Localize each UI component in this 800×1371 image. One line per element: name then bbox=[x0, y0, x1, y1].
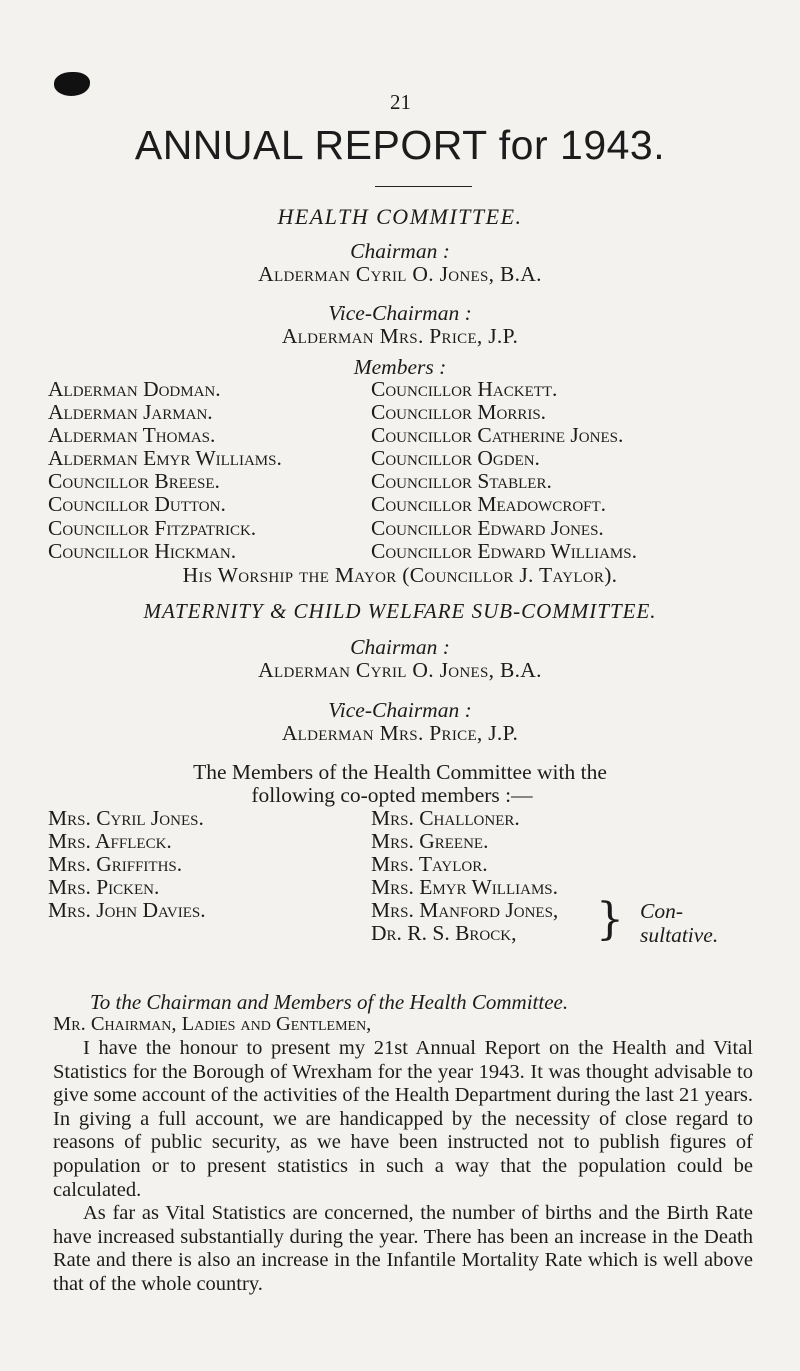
consultative-label bbox=[640, 900, 718, 947]
ink-blot bbox=[54, 72, 90, 96]
member-name: Councillor Fitzpatrick. bbox=[48, 515, 257, 540]
member-name: Councillor Catherine Jones. bbox=[371, 423, 624, 448]
mayor-line: His Worship the Mayor (Councillor J. Taylor). bbox=[182, 563, 618, 587]
member-name: Mrs. Affleck. bbox=[48, 829, 172, 854]
paragraph: I have the honour to present my 21st Annual Report on the Health and Vital Statistics for the Borough of Wrexham for the year 1943. It was thought advisable to give some account of the activities of the Health Department during the last 21 years. In giving a full account, we are handicapped by the necessity of close regard to reasons of public security, as we have been instructed not to publish figures of population or to present statistics in such a way that the population could be calculated. bbox=[53, 1037, 753, 1201]
health-vice-chairman-label: Vice-Chairman : bbox=[328, 301, 472, 325]
health-members-right bbox=[371, 378, 637, 563]
health-members-label: Members : bbox=[353, 355, 447, 379]
co-opted-members-left bbox=[48, 807, 206, 922]
consultative-line1: Con- bbox=[640, 899, 683, 923]
maternity-chairman-name: Alderman Cyril O. Jones, B.A. bbox=[258, 658, 542, 682]
member-name: Councillor Hickman. bbox=[48, 538, 237, 563]
health-committee-heading: HEALTH COMMITTEE. bbox=[277, 204, 523, 229]
member-name: Councillor Edward Jones. bbox=[371, 515, 604, 540]
paragraph: As far as Vital Statistics are concerned, the number of births and the Birth Rate have increased substantially during the year. There has been an increase in the Death Rate and there is also an increase in the Infantile Mortality Rate which is well above that of the whole country. bbox=[53, 1202, 753, 1295]
member-name: Alderman Thomas. bbox=[48, 423, 216, 448]
co-opted-intro-line2: following co-opted members :— bbox=[251, 783, 533, 807]
member-name: Alderman Jarman. bbox=[48, 400, 213, 425]
page-number: 21 bbox=[390, 90, 411, 114]
consultative-line2: sultative. bbox=[640, 922, 719, 947]
health-chairman-name: Alderman Cyril O. Jones, B.A. bbox=[258, 262, 542, 286]
member-name: Mrs. Taylor. bbox=[371, 852, 488, 877]
member-name: Mrs. Picken. bbox=[48, 875, 160, 900]
member-name: Mrs. Emyr Williams. bbox=[371, 875, 559, 900]
maternity-heading: MATERNITY & CHILD WELFARE SUB-COMMITTEE. bbox=[143, 599, 657, 623]
maternity-chairman-label: Chairman : bbox=[350, 635, 450, 659]
member-name: Mrs. Griffiths. bbox=[48, 852, 183, 877]
member-name: Councillor Morris. bbox=[371, 400, 547, 425]
consultative-brace: } bbox=[596, 894, 624, 945]
member-name: Mrs. Greene. bbox=[371, 829, 489, 854]
member-name: Councillor Breese. bbox=[48, 469, 220, 494]
member-name: Mrs. Cyril Jones. bbox=[48, 806, 204, 830]
health-vice-chairman-name: Alderman Mrs. Price, J.P. bbox=[281, 324, 519, 348]
member-name: Alderman Emyr Williams. bbox=[48, 446, 282, 471]
letter-address: To the Chairman and Members of the Health Committee. bbox=[90, 990, 569, 1014]
report-title: ANNUAL REPORT for 1943. bbox=[134, 122, 666, 168]
maternity-vice-chairman-name: Alderman Mrs. Price, J.P. bbox=[281, 721, 519, 745]
member-name: Councillor Stabler. bbox=[371, 469, 552, 494]
member-name: Mrs. Challoner. bbox=[371, 806, 520, 830]
letter-body bbox=[53, 1037, 753, 1297]
member-name: Councillor Hackett. bbox=[371, 377, 558, 401]
member-name: Mrs. Manford Jones, bbox=[371, 898, 559, 923]
health-members-left bbox=[48, 378, 282, 563]
co-opted-members-right bbox=[371, 807, 558, 946]
member-name: Alderman Dodman. bbox=[48, 377, 221, 401]
title-rule bbox=[375, 186, 472, 187]
maternity-vice-chairman-label: Vice-Chairman : bbox=[328, 698, 472, 722]
letter-salutation: Mr. Chairman, Ladies and Gentlemen, bbox=[53, 1013, 372, 1035]
member-name: Councillor Ogden. bbox=[371, 446, 540, 471]
member-name: Councillor Meadowcroft. bbox=[371, 492, 607, 517]
health-chairman-label: Chairman : bbox=[350, 239, 450, 263]
co-opted-intro-line1: The Members of the Health Committee with the bbox=[193, 760, 607, 784]
member-name: Dr. R. S. Brock, bbox=[371, 921, 517, 946]
member-name: Mrs. John Davies. bbox=[48, 898, 206, 923]
member-name: Councillor Edward Williams. bbox=[371, 538, 637, 563]
member-name: Councillor Dutton. bbox=[48, 492, 226, 517]
